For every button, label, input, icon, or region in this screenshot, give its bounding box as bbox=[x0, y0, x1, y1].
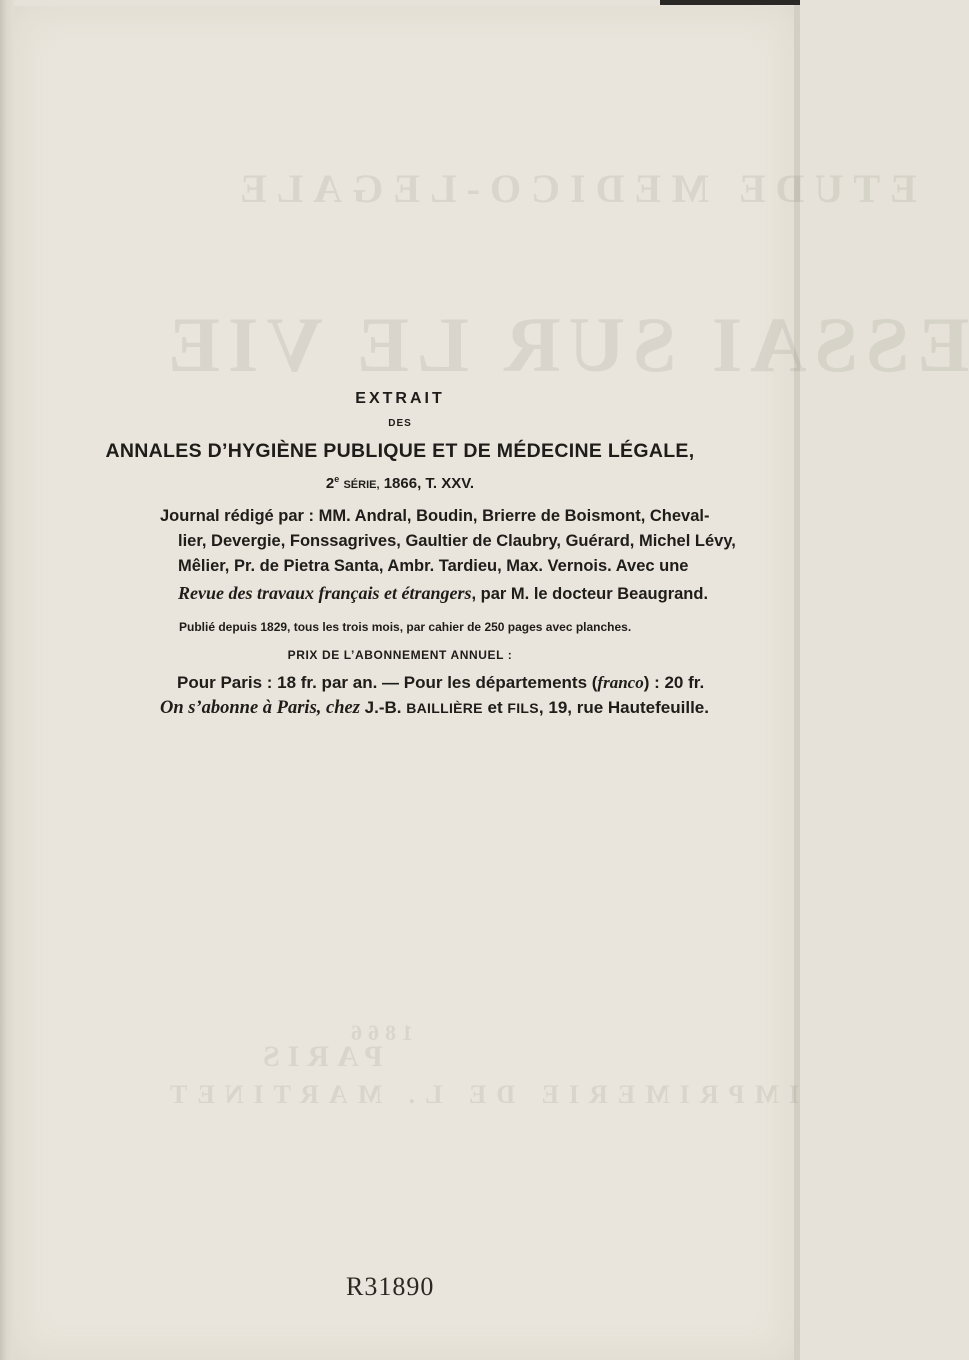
journal-line-2: lier, Devergie, Fonssagrives, Gaultier de Claubry, Guérard, Michel Lévy, bbox=[178, 532, 736, 550]
subscription-jb: J.-B. bbox=[359, 698, 407, 717]
prix-heading: PRIX DE L’ABONNEMENT ANNUEL : bbox=[287, 648, 513, 662]
price-text: Pour Paris : 18 fr. par an. — Pour les départements ( bbox=[177, 673, 598, 692]
serie-label: SÉRIE, bbox=[343, 479, 380, 491]
franco-word: franco bbox=[597, 673, 644, 692]
subscription-et: et bbox=[482, 698, 508, 717]
price-text-rest: ) : 20 fr. bbox=[643, 673, 705, 692]
subscription-italic: On s’abonne à Paris, chez bbox=[160, 698, 360, 718]
serie-ordinal-suffix: e bbox=[334, 474, 340, 484]
publisher-fils: FILS bbox=[507, 700, 539, 716]
des-label: DES bbox=[388, 418, 412, 429]
publisher-address: , 19, rue Hautefeuille. bbox=[538, 698, 709, 717]
journal-line-1: Journal rédigé par : MM. Andral, Boudin, Brierre de Boismont, Cheval- bbox=[160, 507, 710, 525]
price-line bbox=[177, 673, 704, 693]
journal-line-4-rest: , par M. le docteur Beaugrand. bbox=[471, 585, 709, 603]
annales-title: ANNALES D’HYGIÈNE PUBLIQUE ET DE MÉDECINE LÉGALE, bbox=[105, 440, 695, 462]
extrait-heading: EXTRAIT bbox=[355, 390, 445, 407]
shelfmark: R31890 bbox=[346, 1272, 435, 1301]
bleed-through-text: PARIS bbox=[255, 1040, 383, 1073]
journal-line-3: Mêlier, Pr. de Pietra Santa, Ambr. Tardieu, Max. Vernois. Avec une bbox=[178, 557, 689, 575]
page-left-edge bbox=[0, 0, 14, 1360]
serie-year-volume: 1866, T. XXV. bbox=[383, 475, 475, 492]
bleed-through-text: IMPRIMERIE DE L. MARTINET bbox=[160, 1080, 800, 1109]
bleed-through-text: ETUDE MEDICO-LEGALE bbox=[230, 166, 917, 211]
publisher-bailliere: BAILLIÈRE bbox=[406, 700, 483, 716]
revue-title: Revue des travaux français et étrangers bbox=[178, 583, 472, 603]
journal-line-4 bbox=[178, 583, 708, 604]
serie-line bbox=[0, 474, 800, 492]
serie-ordinal: 2 bbox=[325, 475, 335, 492]
top-rule bbox=[660, 0, 800, 5]
bleed-through-text: ESSAI SUR LE VIE bbox=[160, 301, 969, 388]
subscription-line bbox=[160, 698, 709, 719]
bleed-through-text: 1866 bbox=[345, 1020, 413, 1045]
publication-note: Publié depuis 1829, tous les trois mois, par cahier de 250 pages avec planches. bbox=[179, 620, 632, 634]
